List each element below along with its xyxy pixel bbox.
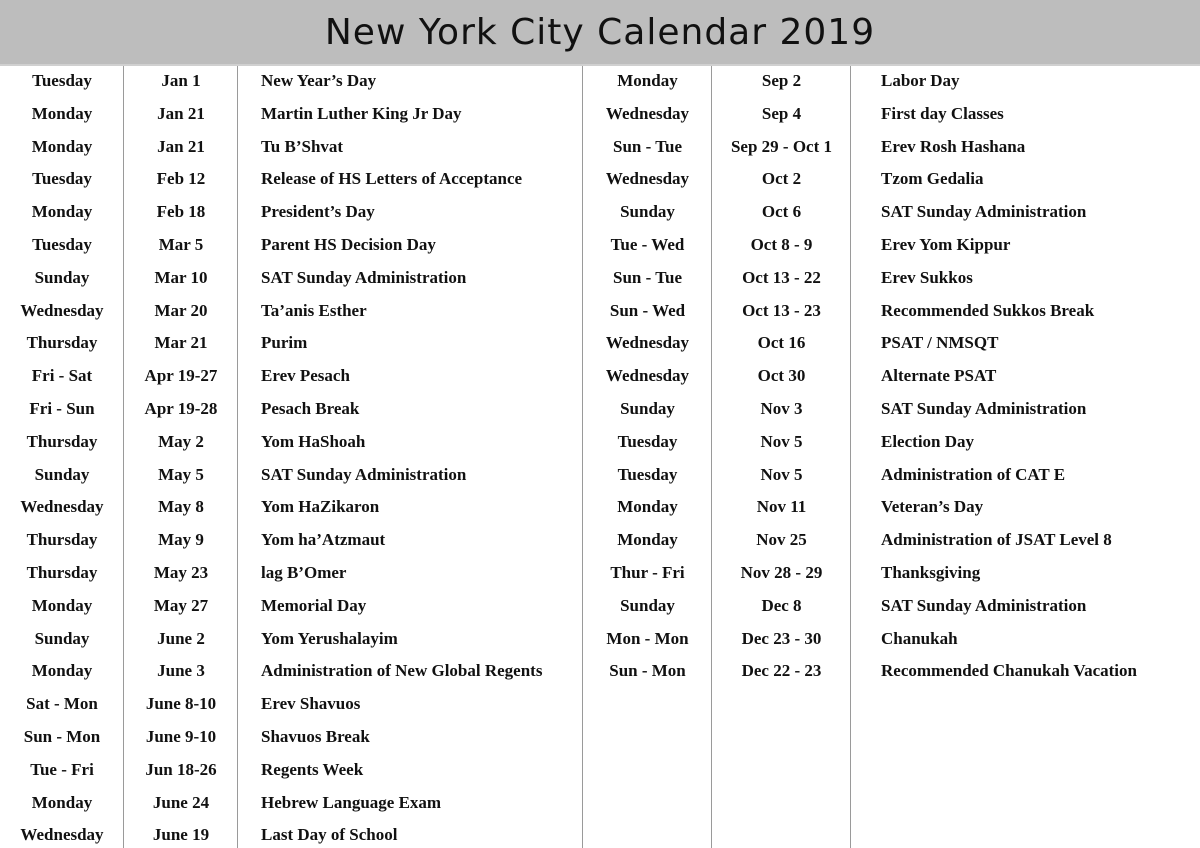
- day-cell: Tuesday: [32, 169, 92, 189]
- event-cell: Last Day of School: [261, 825, 398, 845]
- date-cell: June 19: [152, 825, 210, 845]
- day-cell: Sunday: [620, 595, 675, 615]
- day-cell: Sunday: [34, 628, 90, 648]
- event-cell: Yom HaShoah: [261, 431, 366, 451]
- day-cell: Tuesday: [32, 71, 92, 90]
- date-cell: Jun 18-26: [145, 759, 217, 779]
- date-cell: June 24: [152, 792, 210, 812]
- day-cell: Wednesday: [20, 825, 104, 845]
- table-row: [0, 724, 1200, 750]
- date-cell: Nov 3: [760, 399, 803, 418]
- table-row: [0, 265, 1200, 291]
- date-cell: Mar 10: [154, 267, 208, 287]
- day-cell: Sunday: [620, 202, 675, 222]
- event-cell: Pesach Break: [261, 399, 360, 418]
- day-cell: Wednesday: [605, 366, 690, 386]
- date-cell: Feb 18: [156, 202, 206, 222]
- date-cell: June 9-10: [145, 727, 217, 746]
- table-row: [0, 166, 1200, 192]
- table-row: [0, 626, 1200, 652]
- date-cell: Nov 25: [756, 530, 807, 550]
- day-cell: Sunday: [620, 399, 675, 418]
- table-row: [0, 199, 1200, 225]
- day-cell: Monday: [31, 792, 93, 812]
- date-cell: Dec 8: [761, 595, 802, 615]
- page-title: New York City Calendar 2019: [324, 11, 876, 53]
- event-cell: Tzom Gedalia: [881, 169, 984, 189]
- table-row: [0, 691, 1200, 717]
- day-cell: Thur - Fri: [610, 563, 685, 582]
- day-cell: Monday: [31, 661, 93, 681]
- date-cell: May 5: [158, 464, 204, 484]
- day-cell: Monday: [617, 497, 678, 517]
- event-cell: Yom ha’Atzmaut: [261, 530, 386, 550]
- event-cell: Thanksgiving: [881, 563, 981, 582]
- date-cell: Nov 5: [760, 431, 803, 451]
- table-row: [0, 68, 1200, 94]
- date-cell: Sep 4: [761, 103, 802, 123]
- event-cell: lag B’Omer: [261, 563, 347, 582]
- event-cell: President’s Day: [261, 202, 375, 222]
- event-cell: Labor Day: [881, 71, 960, 90]
- header-divider: [0, 64, 1200, 66]
- day-cell: Sun - Tue: [613, 136, 682, 156]
- table-row: [0, 134, 1200, 160]
- date-cell: Oct 13 - 22: [742, 267, 821, 287]
- date-cell: Dec 22 - 23: [741, 661, 822, 681]
- day-cell: Wednesday: [20, 497, 104, 517]
- date-cell: Oct 16: [757, 333, 806, 353]
- day-cell: Monday: [617, 530, 678, 550]
- date-cell: Nov 5: [760, 464, 803, 484]
- event-cell: Administration of CAT E: [881, 464, 1066, 484]
- table-row: [0, 658, 1200, 684]
- date-cell: May 23: [153, 563, 209, 582]
- table-row: [0, 232, 1200, 258]
- day-cell: Monday: [31, 136, 93, 156]
- event-cell: Yom Yerushalayim: [261, 628, 398, 648]
- day-cell: Monday: [31, 202, 93, 222]
- date-cell: June 3: [157, 661, 205, 681]
- event-cell: SAT Sunday Administration: [881, 202, 1087, 222]
- date-cell: May 27: [153, 595, 209, 615]
- day-cell: Monday: [31, 103, 93, 123]
- event-cell: Erev Rosh Hashana: [881, 136, 1026, 156]
- day-cell: Wednesday: [605, 103, 690, 123]
- date-cell: May 9: [158, 530, 204, 550]
- table-row: [0, 822, 1200, 848]
- day-cell: Thursday: [26, 530, 98, 550]
- event-cell: Recommended Chanukah Vacation: [881, 661, 1137, 681]
- day-cell: Sat - Mon: [26, 694, 98, 714]
- event-cell: Erev Shavuos: [261, 694, 361, 714]
- event-cell: New Year’s Day: [261, 71, 377, 90]
- table-row: [0, 396, 1200, 422]
- day-cell: Tuesday: [32, 235, 92, 254]
- date-cell: May 8: [158, 497, 204, 517]
- day-cell: Fri - Sun: [29, 399, 95, 418]
- date-cell: Jan 21: [157, 103, 205, 123]
- day-cell: Sun - Tue: [613, 267, 682, 287]
- day-cell: Monday: [31, 595, 93, 615]
- day-cell: Tuesday: [617, 464, 678, 484]
- day-cell: Fri - Sat: [31, 366, 93, 386]
- event-cell: PSAT / NMSQT: [881, 333, 999, 353]
- event-cell: Erev Yom Kippur: [881, 235, 1011, 254]
- event-cell: Recommended Sukkos Break: [881, 300, 1095, 320]
- event-cell: Yom HaZikaron: [261, 497, 380, 517]
- date-cell: Sep 2: [761, 71, 802, 90]
- day-cell: Wednesday: [20, 300, 104, 320]
- event-cell: Election Day: [881, 431, 975, 451]
- day-cell: Tue - Fri: [30, 759, 94, 779]
- date-cell: Oct 13 - 23: [742, 300, 821, 320]
- date-cell: Oct 30: [757, 366, 806, 386]
- event-cell: Purim: [261, 333, 308, 353]
- table-row: [0, 757, 1200, 783]
- title-banner: [0, 0, 1200, 64]
- day-cell: Sun - Wed: [609, 300, 686, 320]
- event-cell: Erev Pesach: [261, 366, 350, 386]
- date-cell: Nov 28 - 29: [740, 563, 823, 582]
- table-row: [0, 790, 1200, 816]
- date-cell: June 8-10: [145, 694, 217, 714]
- event-cell: SAT Sunday Administration: [881, 595, 1087, 615]
- day-cell: Thursday: [26, 333, 98, 353]
- event-cell: Release of HS Letters of Acceptance: [261, 169, 523, 189]
- day-cell: Sun - Mon: [23, 727, 101, 746]
- day-cell: Sun - Mon: [609, 661, 686, 681]
- event-cell: SAT Sunday Administration: [261, 267, 467, 287]
- table-row: [0, 429, 1200, 455]
- day-cell: Mon - Mon: [606, 628, 689, 648]
- event-cell: Chanukah: [881, 628, 958, 648]
- event-cell: Shavuos Break: [261, 727, 370, 746]
- date-cell: Mar 20: [154, 300, 208, 320]
- date-cell: Nov 11: [756, 497, 807, 517]
- table-row: [0, 593, 1200, 619]
- event-cell: Administration of JSAT Level 8: [881, 530, 1112, 550]
- event-cell: Hebrew Language Exam: [261, 792, 442, 812]
- table-row: [0, 363, 1200, 389]
- day-cell: Wednesday: [605, 169, 690, 189]
- date-cell: Jan 21: [157, 136, 205, 156]
- event-cell: Alternate PSAT: [881, 366, 997, 386]
- event-cell: Veteran’s Day: [881, 497, 984, 517]
- day-cell: Tuesday: [617, 431, 678, 451]
- day-cell: Wednesday: [605, 333, 690, 353]
- date-cell: Oct 6: [761, 202, 802, 222]
- table-row: [0, 101, 1200, 127]
- date-cell: Apr 19-28: [144, 399, 218, 418]
- event-cell: Tu B’Shvat: [261, 136, 344, 156]
- date-cell: Mar 21: [154, 333, 208, 353]
- date-cell: May 2: [158, 431, 204, 451]
- table-row: [0, 462, 1200, 488]
- date-cell: Jan 1: [161, 71, 201, 90]
- date-cell: Dec 23 - 30: [741, 628, 822, 648]
- table-row: [0, 494, 1200, 520]
- table-row: [0, 527, 1200, 553]
- day-cell: Thursday: [26, 431, 98, 451]
- day-cell: Sunday: [34, 464, 90, 484]
- date-cell: Oct 2: [761, 169, 802, 189]
- event-cell: Regents Week: [261, 759, 364, 779]
- date-cell: Feb 12: [156, 169, 206, 189]
- table-row: [0, 560, 1200, 586]
- day-cell: Tue - Wed: [610, 235, 685, 254]
- event-cell: Administration of New Global Regents: [261, 661, 543, 681]
- event-cell: Memorial Day: [261, 595, 367, 615]
- date-cell: Mar 5: [158, 235, 204, 254]
- date-cell: Apr 19-27: [144, 366, 218, 386]
- date-cell: Sep 29 - Oct 1: [730, 136, 833, 156]
- day-cell: Monday: [617, 71, 678, 90]
- event-cell: SAT Sunday Administration: [261, 464, 467, 484]
- date-cell: Oct 8 - 9: [750, 235, 813, 254]
- day-cell: Thursday: [26, 563, 98, 582]
- event-cell: Ta’anis Esther: [261, 300, 367, 320]
- date-cell: June 2: [157, 628, 205, 648]
- event-cell: Martin Luther King Jr Day: [261, 103, 462, 123]
- event-cell: SAT Sunday Administration: [881, 399, 1087, 418]
- event-cell: Parent HS Decision Day: [261, 235, 436, 254]
- table-row: [0, 298, 1200, 324]
- table-row: [0, 330, 1200, 356]
- event-cell: First day Classes: [881, 103, 1004, 123]
- event-cell: Erev Sukkos: [881, 267, 973, 287]
- day-cell: Sunday: [34, 267, 90, 287]
